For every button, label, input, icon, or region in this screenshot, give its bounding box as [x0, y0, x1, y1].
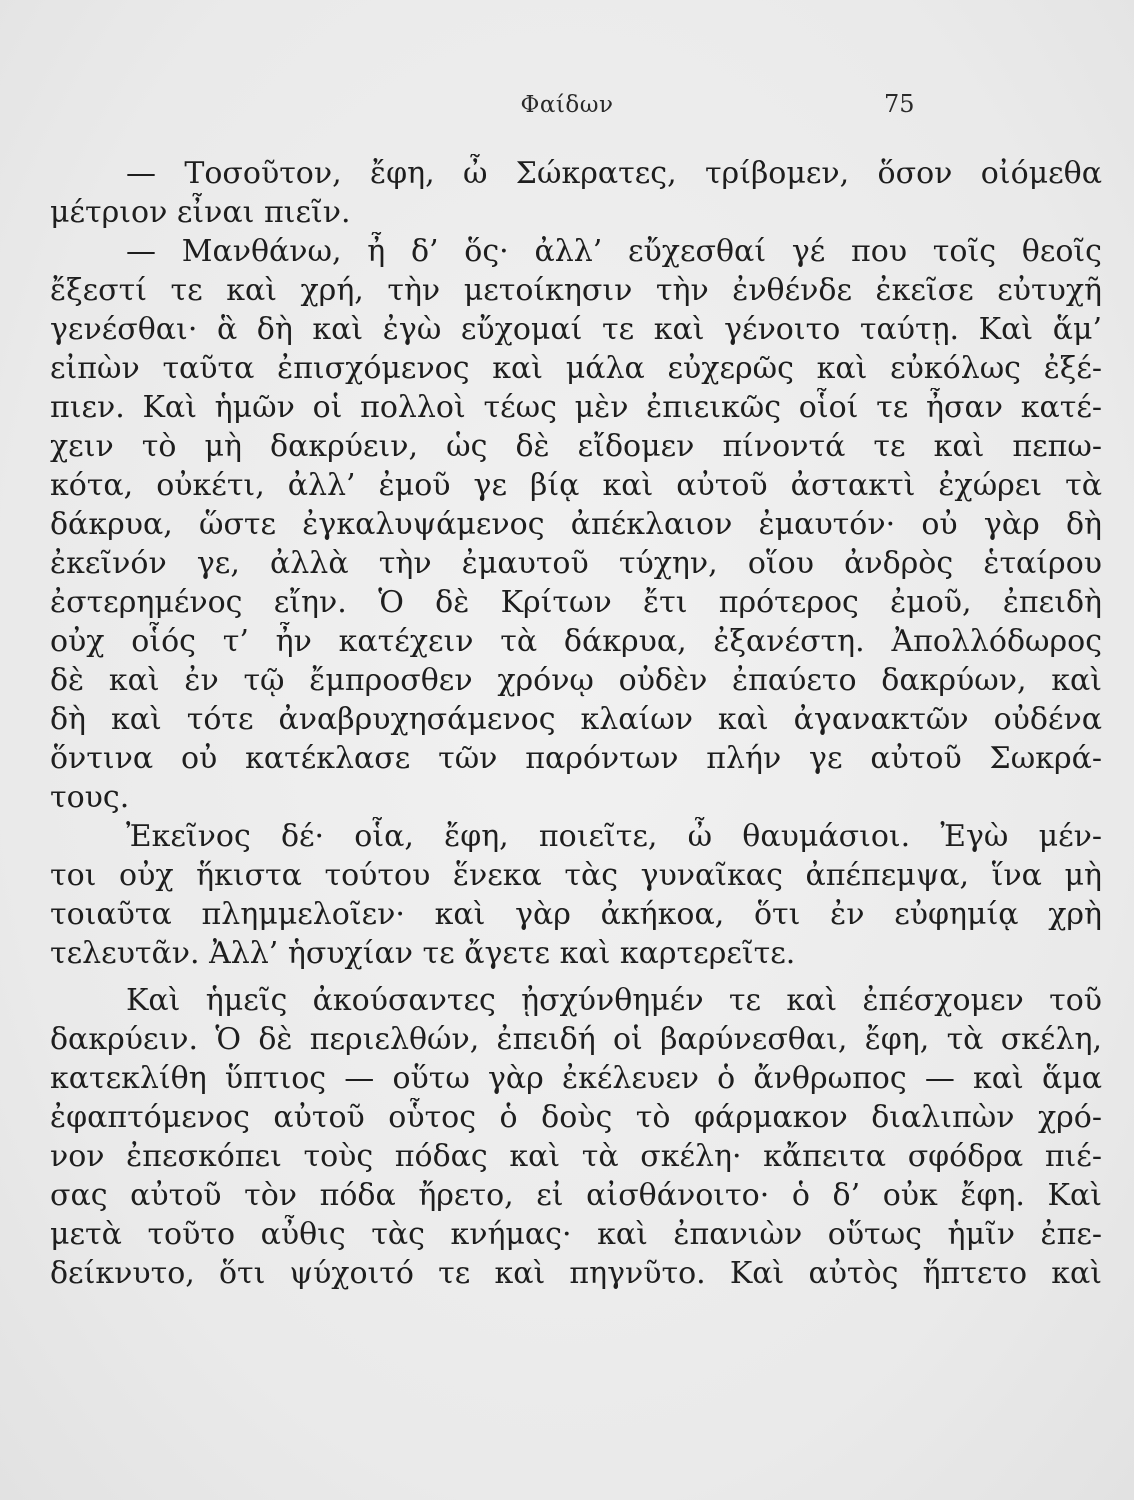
- text-line: δὲ καὶ ἐν τῷ ἔμπροσθεν χρόνῳ οὐδὲν ἐπαύετο δακρύων, καὶ: [50, 663, 1102, 698]
- text-line: ἐφαπτόμενος αὐτοῦ οὗτος ὁ δοὺς τὸ φάρμακον διαλιπὼν χρό-: [50, 1100, 1102, 1135]
- text-line: δὴ καὶ τότε ἀναβρυχησάμενος κλαίων καὶ ἀγανακτῶν οὐδένα: [50, 702, 1102, 737]
- text-line: τοιαῦτα πλημμελοῖεν· καὶ γὰρ ἀκήκοα, ὅτι ἐν εὐφημίᾳ χρὴ: [50, 897, 1102, 932]
- text-line: σας αὐτοῦ τὸν πόδα ἤρετο, εἰ αἰσθάνοιτο· ὁ δ’ οὐκ ἔφη. Καὶ: [50, 1178, 1102, 1213]
- text-line: ἐστερημένος εἴην. Ὁ δὲ Κρίτων ἔτι πρότερος ἐμοῦ, ἐπειδὴ: [50, 585, 1102, 620]
- text-line: δακρύειν. Ὁ δὲ περιελθών, ἐπειδή οἱ βαρύνεσθαι, ἔφη, τὰ σκέλη,: [50, 1022, 1102, 1057]
- text-line: τοι οὐχ ἥκιστα τούτου ἕνεκα τὰς γυναῖκας ἀπέπεμψα, ἵνα μὴ: [50, 858, 1102, 893]
- text-line: κατεκλίθη ὕπτιος — οὕτω γὰρ ἐκέλευεν ὁ ἄνθρωπος — καὶ ἅμα: [50, 1061, 1102, 1096]
- text-line: μέτριον εἶναι πιεῖν.: [50, 195, 351, 230]
- text-line: τελευτᾶν. Ἀλλ’ ἡσυχίαν τε ἄγετε καὶ καρτερεῖτε.: [50, 936, 796, 971]
- text-line: Καὶ ἡμεῖς ἀκούσαντες ᾐσχύνθημέν τε καὶ ἐπέσχομεν τοῦ: [126, 983, 1102, 1018]
- text-line: ἔξεστί τε καὶ χρή, τὴν μετοίκησιν τὴν ἐνθένδε ἐκεῖσε εὐτυχῆ: [50, 273, 1102, 308]
- text-line: νον ἐπεσκόπει τοὺς πόδας καὶ τὰ σκέλη· κἄπειτα σφόδρα πιέ-: [50, 1139, 1102, 1174]
- text-line: οὐχ οἷός τ’ ἦν κατέχειν τὰ δάκρυα, ἐξανέστη. Ἀπολλόδωρος: [50, 624, 1102, 659]
- text-line: δάκρυα, ὥστε ἐγκαλυψάμενος ἀπέκλαιον ἐμαυτόν· οὐ γὰρ δὴ: [50, 507, 1102, 542]
- text-line: γενέσθαι· ἃ δὴ καὶ ἐγὼ εὔχομαί τε καὶ γένοιτο ταύτῃ. Καὶ ἅμ’: [50, 312, 1102, 347]
- text-line: — Μανθάνω, ἦ δ’ ὅς· ἀλλ’ εὔχεσθαί γέ που τοῖς θεοῖς: [126, 234, 1102, 269]
- text-line: μετὰ τοῦτο αὖθις τὰς κνήμας· καὶ ἐπανιὼν οὕτως ἡμῖν ἐπε-: [50, 1217, 1102, 1252]
- page-number: 75: [884, 90, 915, 118]
- text-line: τους.: [50, 780, 130, 815]
- body-text: [50, 154, 1102, 1293]
- text-line: ὅντινα οὐ κατέκλασε τῶν παρόντων πλήν γε αὐτοῦ Σωκρά-: [50, 741, 1102, 776]
- text-line: κότα, οὐκέτι, ἀλλ’ ἐμοῦ γε βίᾳ καὶ αὐτοῦ ἀστακτὶ ἐχώρει τὰ: [50, 468, 1102, 503]
- text-line: — Τοσοῦτον, ἔφη, ὦ Σώκρατες, τρίβομεν, ὅσον οἰόμεθα: [126, 156, 1102, 191]
- running-title: Φαίδων: [520, 92, 614, 118]
- text-line: εἰπὼν ταῦτα ἐπισχόμενος καὶ μάλα εὐχερῶς καὶ εὐκόλως ἐξέ-: [50, 351, 1102, 386]
- text-line: Ἐκεῖνος δέ· οἷα, ἔφη, ποιεῖτε, ὦ θαυμάσιοι. Ἐγὼ μέν-: [126, 819, 1102, 854]
- text-line: χειν τὸ μὴ δακρύειν, ὡς δὲ εἴδομεν πίνοντά τε καὶ πεπω-: [50, 429, 1102, 464]
- text-line: ἐκεῖνόν γε, ἀλλὰ τὴν ἐμαυτοῦ τύχην, οἵου ἀνδρὸς ἑταίρου: [50, 546, 1102, 581]
- text-line: δείκνυτο, ὅτι ψύχοιτό τε καὶ πηγνῦτο. Καὶ αὐτὸς ἥπτετο καὶ: [50, 1256, 1102, 1291]
- text-line: πιεν. Καὶ ἡμῶν οἱ πολλοὶ τέως μὲν ἐπιεικῶς οἷοί τε ἦσαν κατέ-: [50, 390, 1102, 425]
